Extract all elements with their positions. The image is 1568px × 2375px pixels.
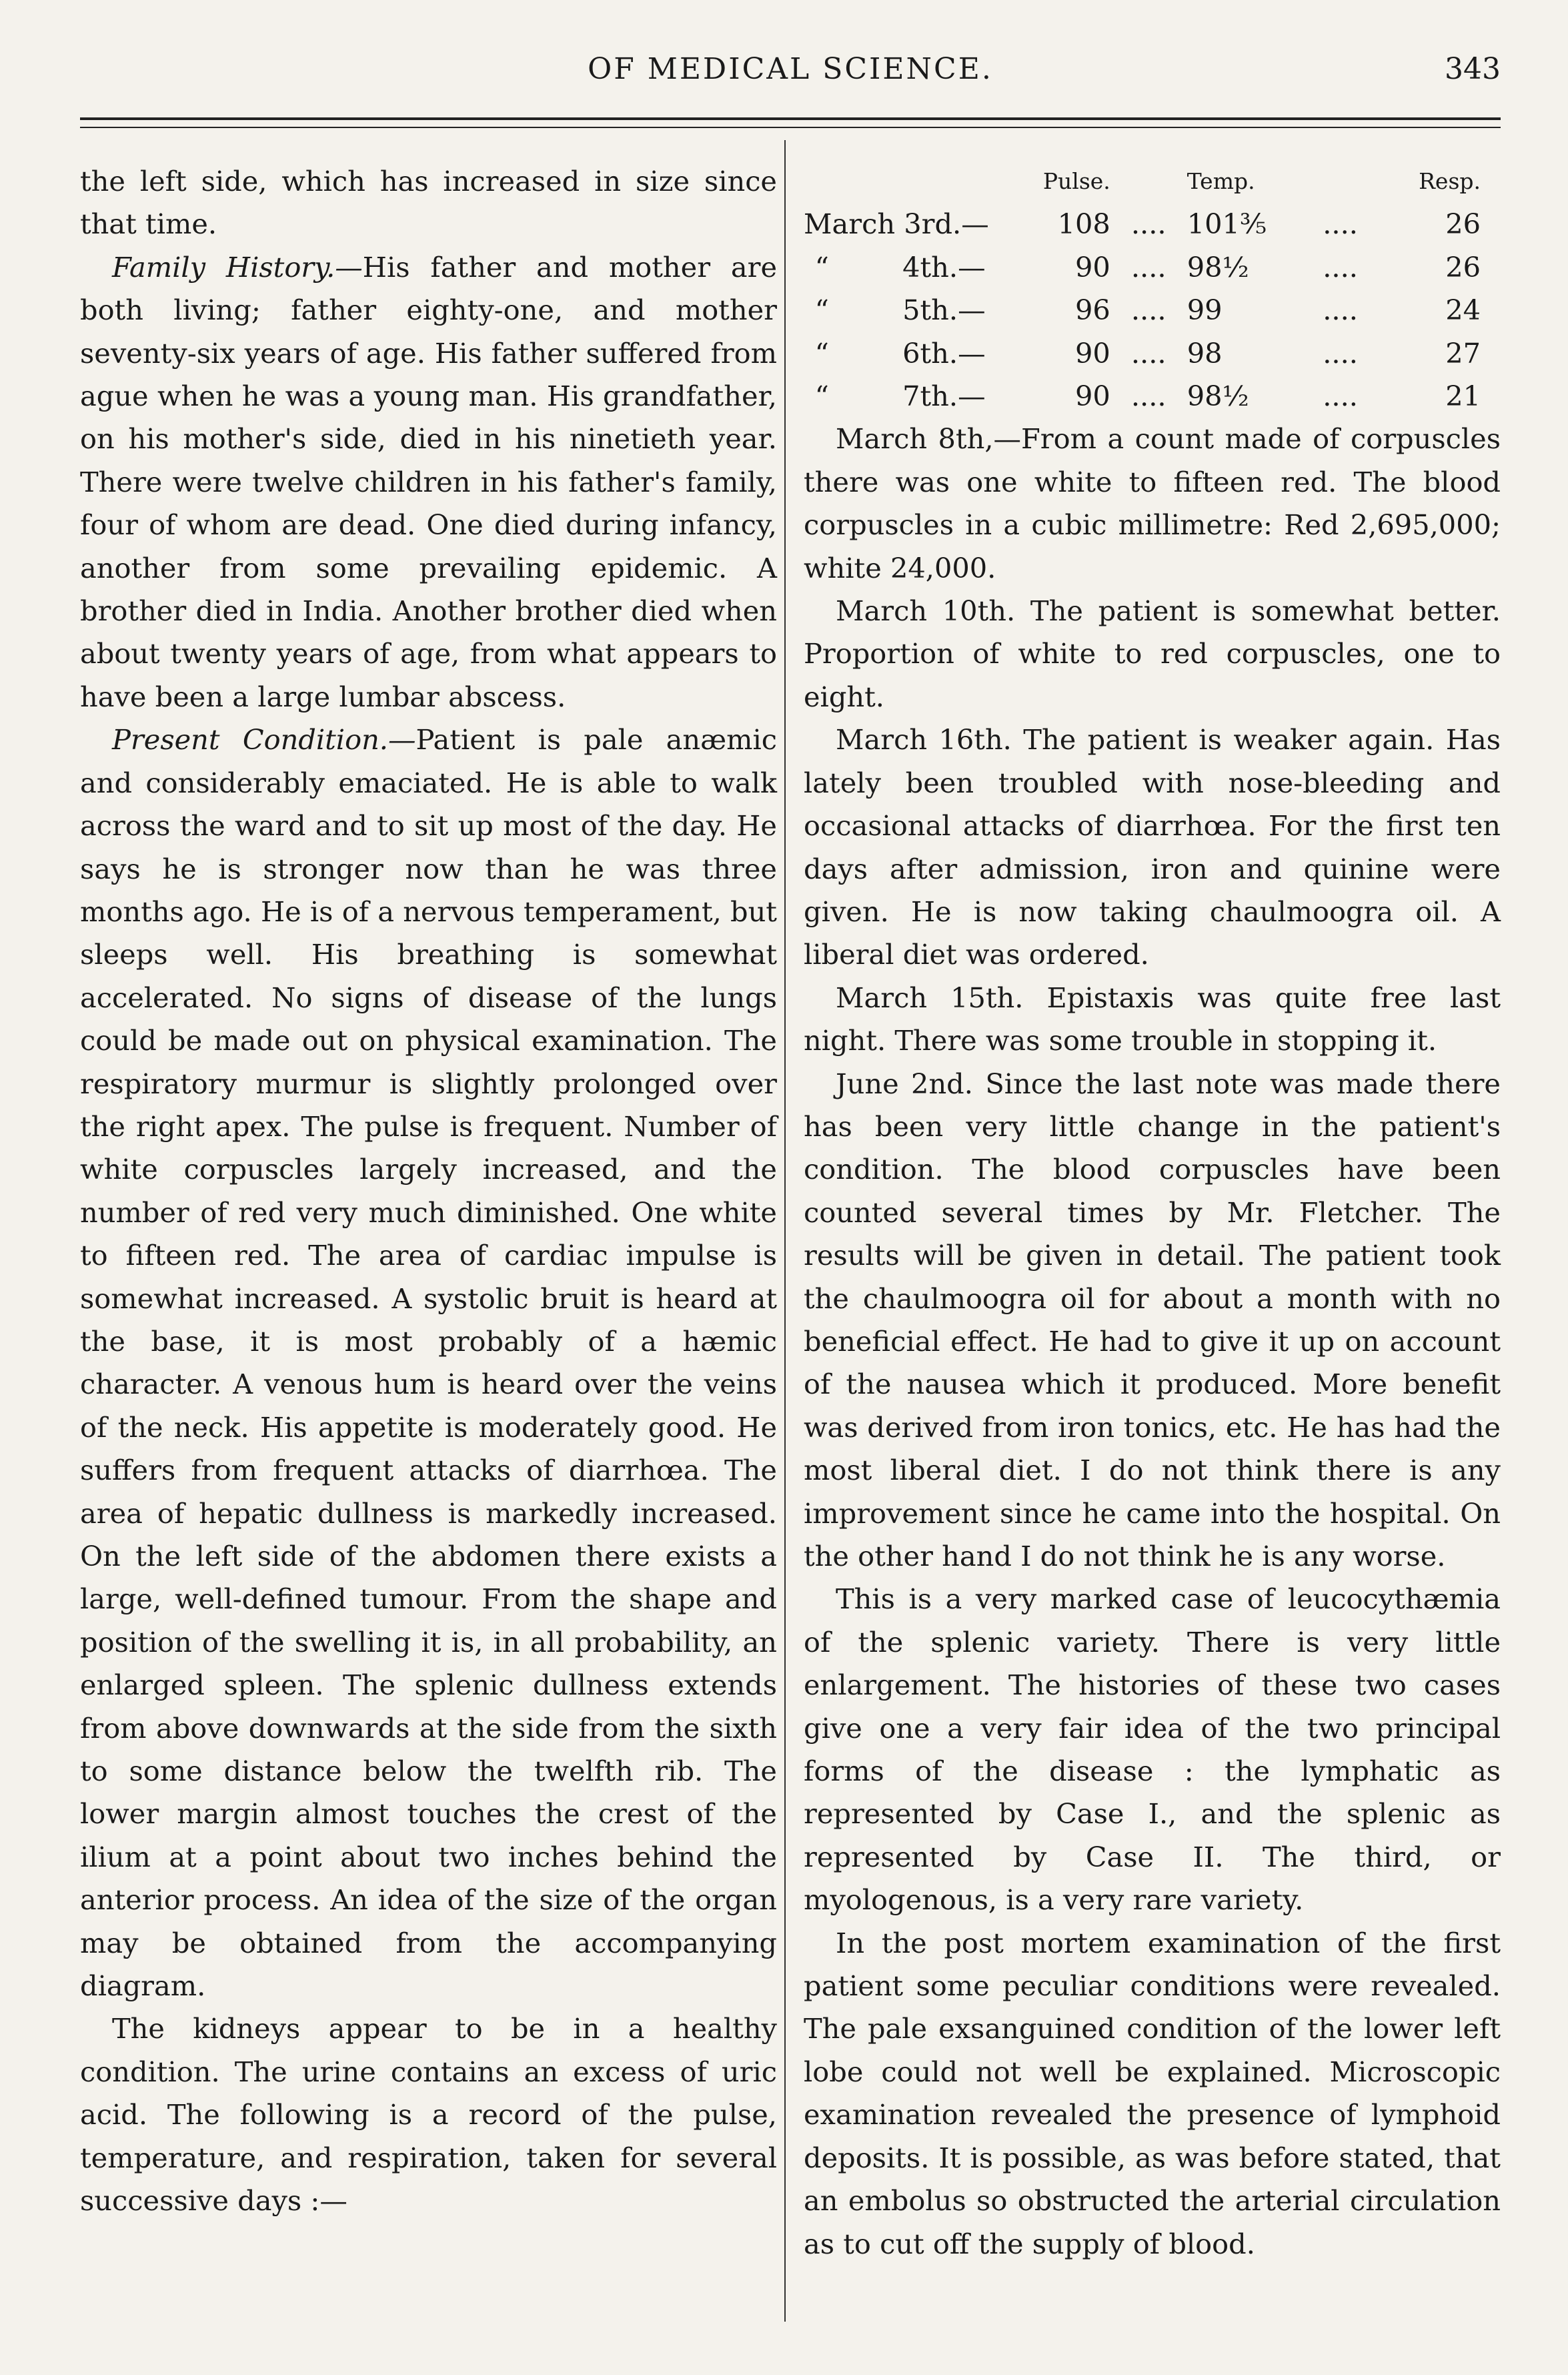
leader-dots: .... (1323, 336, 1358, 370)
paragraph: This is a very marked case of leucocythæmia of the splenic variety. There is very little enlargement. The histories of these two cases give one a very fair idea of the two principal forms of the disease : the lymphatic as represented by Case I., and the splenic as represented by Case II. The third, or myologenous, is a very rare variety. (804, 1582, 1501, 1917)
vitals-row (804, 203, 1501, 246)
header-resp: Resp. (1419, 168, 1481, 194)
pulse-cell: 108 (1057, 207, 1110, 241)
header-pulse: Pulse. (1042, 168, 1110, 194)
pulse-cell: 90 (1074, 250, 1110, 284)
resp-cell: 24 (1445, 294, 1481, 327)
vitals-month: “ (814, 380, 829, 413)
header-rule-thin (80, 127, 1501, 128)
page-header (80, 52, 1501, 105)
vitals-month: “ (814, 336, 829, 370)
page-number: 343 (1445, 52, 1501, 86)
paragraph-family-history (80, 246, 777, 719)
temp-cell: 101⅗ (1187, 207, 1267, 241)
vitals-row (804, 289, 1501, 332)
paragraph-present-condition (80, 719, 777, 2007)
paragraph: In the post mortem examination of the first patient some peculiar conditions were revealed. The pale exsanguined condition of the lower left lobe could not well be explained. Microscopic examination revealed the presence of lymphoid deposits. It is possible, as was before stated, that an embolus so obstructed the arterial circulation as to cut off the supply of blood. (804, 1926, 1501, 2260)
vitals-month: “ (814, 294, 829, 327)
vitals-date-cell (804, 375, 999, 418)
vitals-day: 6th.— (902, 336, 986, 370)
resp-cell: 26 (1445, 207, 1481, 241)
leader-dots: .... (1323, 294, 1358, 327)
paragraph-text: His father and mother are both living; father eighty-one, and mother seventy-six years of age. His father suffered from ague when he was a young man. His grandfather, on his mother's side, died in his ninetieth year. There were twelve children in his father's family, four of whom are dead. One died during infancy, another from some prevailing epidemic. A brother died in India. Another brother died when about twenty years of age, from what appears to have been a large lumbar abscess. (80, 250, 777, 713)
vitals-table (804, 160, 1501, 418)
leader-dots: .... (1130, 380, 1166, 413)
temp-cell: 98 (1187, 336, 1223, 370)
paragraph: March 8th,—From a count made of corpuscles there was one white to fifteen red. The blood corpuscles in a cubic millimetre: Red 2,695,000; white 24,000. (804, 422, 1501, 584)
paragraph: March 16th. The patient is weaker again. Has lately been troubled with nose-bleeding and occasional attacks of diarrhœa. For the first ten days after admission, iron and quinine were given. He is now taking chaulmoogra oil. A liberal diet was ordered. (804, 723, 1501, 971)
resp-cell: 27 (1445, 336, 1481, 370)
pulse-cell: 96 (1074, 294, 1110, 327)
left-column (80, 160, 777, 2223)
paragraph: The kidneys appear to be in a healthy condition. The urine contains an excess of uric acid. The following is a record of the pulse, temperature, and respiration, taken for several successive days :— (80, 2012, 777, 2218)
temp-cell: 98½ (1187, 250, 1249, 284)
column-divider (784, 140, 786, 2322)
paragraph: March 10th. The patient is somewhat better. Proportion of white to red corpuscles, one to eight. (804, 594, 1501, 713)
vitals-row (804, 375, 1501, 418)
leader-dots: .... (1130, 336, 1166, 370)
paragraph: the left side, which has increased in size since that time. (80, 165, 777, 241)
vitals-date-cell (804, 203, 999, 246)
resp-cell: 21 (1445, 380, 1481, 413)
right-column (804, 160, 1501, 2266)
vitals-day: 5th.— (902, 294, 986, 327)
paragraph-text: Patient is pale anæmic and considerably emaciated. He is able to walk across the ward and to sit up most of the day. He says he is stronger now than he was three months ago. He is of a nervous temperament, but sleeps well. His breathing is somewhat accelerated. No signs of disease of the lungs could be made out on physical examination. The respiratory murmur is slightly prolonged over the right apex. The pulse is frequent. Number of white corpuscles largely increased, and the number of red very much diminished. One white to fifteen red. The area of cardiac impulse is somewhat increased. A systolic bruit is heard at the base, it is most probably of a hæmic character. A venous hum is heard over the veins of the neck. His appetite is moderately good. He suffers from frequent attacks of diarrhœa. The area of hepatic dullness is markedly increased. On the left side of the abdomen there exists a large, well-defined tumour. From the shape and position of the swelling it is, in all probability, an enlarged spleen. The splenic dullness extends from above downwards at the side from the sixth to some distance below the twelfth rib. The lower margin almost touches the crest of the ilium at a point about two inches behind the anterior process. An idea of the size of the organ may be obtained from the accompanying diagram. (80, 723, 777, 2003)
leader-dots: .... (1130, 207, 1166, 241)
header-rule-thick (80, 117, 1501, 120)
running-title: OF MEDICAL SCIENCE. (588, 52, 993, 86)
vitals-day: 3rd.— (904, 207, 989, 241)
leader-dots: .... (1130, 250, 1166, 284)
paragraph: March 15th. Epistaxis was quite free last night. There was some trouble in stopping it. (804, 981, 1501, 1057)
pulse-cell: 90 (1074, 336, 1110, 370)
vitals-day: 7th.— (902, 380, 986, 413)
leader-dots: .... (1130, 294, 1166, 327)
vitals-row (804, 246, 1501, 289)
vitals-month: March (804, 207, 896, 241)
paragraph: June 2nd. Since the last note was made there has been very little change in the patient's condition. The blood corpuscles have been counted several times by Mr. Fletcher. The results will be given in detail. The patient took the chaulmoogra oil for about a month with no beneficial effect. He had to give it up on account of the nausea which it produced. More benefit was derived from iron tonics, etc. He has had the most liberal diet. I do not think there is any improvement since he came into the hospital. On the other hand I do not think he is any worse. (804, 1067, 1501, 1572)
section-heading: Family History.— (112, 250, 363, 284)
pulse-cell: 90 (1074, 380, 1110, 413)
vitals-month: “ (814, 250, 829, 284)
vitals-date-cell (804, 246, 999, 289)
vitals-row (804, 332, 1501, 375)
leader-dots: .... (1323, 380, 1358, 413)
resp-cell: 26 (1445, 250, 1481, 284)
vitals-header-row (804, 160, 1501, 203)
vitals-date-cell (804, 332, 999, 375)
temp-cell: 98½ (1187, 380, 1249, 413)
leader-dots: .... (1323, 207, 1358, 241)
leader-dots: .... (1323, 250, 1358, 284)
vitals-day: 4th.— (902, 250, 986, 284)
vitals-date-cell (804, 289, 999, 332)
temp-cell: 99 (1187, 294, 1223, 327)
header-temp: Temp. (1187, 168, 1255, 194)
section-heading: Present Condition.— (112, 723, 416, 757)
